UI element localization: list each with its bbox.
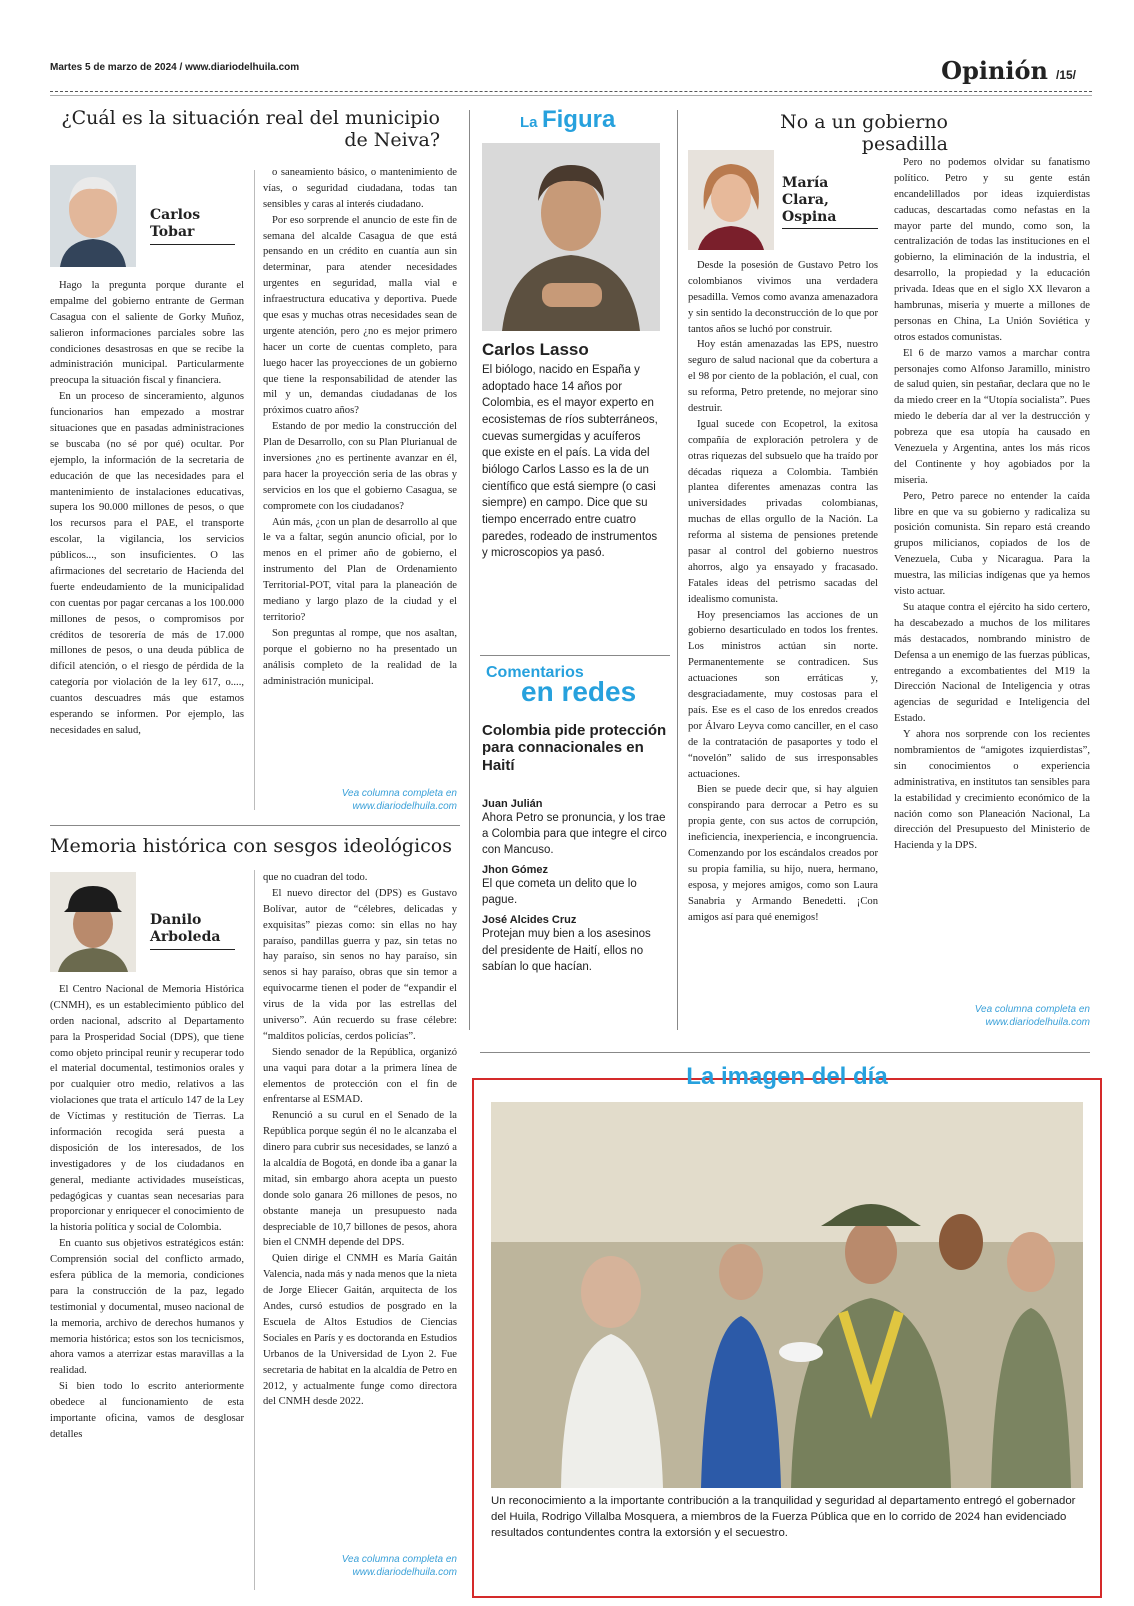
comentarios-label-small: Comentarios: [486, 664, 584, 681]
divider-right: [677, 110, 678, 1030]
portrait-icon: [688, 150, 774, 250]
figura-photo: [482, 143, 660, 331]
ceremony-photo-icon: [491, 1102, 1083, 1488]
paragraph: Estando de por medio la construcción del Plan de Desarrollo, con su Plan Plurianual de inversiones ¿no es pertinente avanzar en él, para hacer la proyección seria de las obras y servicios en los que el gobierno Casagua, se compromete con los ciudadanos?: [263, 421, 457, 512]
imagen-del-dia-title: La imagen del día: [686, 1063, 888, 1090]
page-number: /15/: [1055, 68, 1076, 82]
comment-item: [482, 798, 668, 858]
figura-label: [520, 106, 615, 134]
paragraph: Quien dirige el CNMH es María Gaitán Valencia, nada más y nada menos que la nieta de Jorge Eliecer Gaitán, arquitecta de los Andes, cursó estudios de posgrado en la Escuela de Altos Estudios de Ciencias Sociales en París y es doctoranda en Estudios Urbanos de la Universidad de Lyon 2. Fue secretaria de habitat en la alcaldía de Petro en 2012, y actualmente funge como directora del CNMH desde 2022.: [263, 1253, 457, 1408]
comment-author: Juan Julián: [482, 798, 543, 810]
article-3-author: María Clara, Ospina: [782, 175, 878, 229]
article-1-title: ¿Cuál es la situación real del municipio de Neiva?: [61, 107, 440, 151]
paragraph: En cuanto sus objetivos estratégicos están: Comprensión social del conflicto armado, esfera pública de la memoria, condiciones para la construcción de la paz, legado testimonial y documental, museo nacional de la memoria, archivo de derechos humanos y memoria histórica; estos son los tecnicismos, ahora vamos a aterrizar estas maravillas a la realidad.: [50, 1238, 244, 1377]
paragraph: o saneamiento básico, o mantenimiento de vías, o seguridad ciudadana, todas tan sensibles y caras al interés ciudadano.: [263, 167, 457, 210]
comentarios-label-big: en redes: [521, 676, 637, 707]
paragraph: Son preguntas al rompe, que nos asaltan, porque el gobierno no ha presentado un análisis completo de la realidad de la administración municipal.: [263, 627, 457, 687]
comment-author: Jhon Gómez: [482, 864, 549, 877]
article-2-col-1: [50, 982, 244, 1592]
header-rule-2: [50, 95, 1092, 96]
divider-imagen: [480, 1052, 1090, 1053]
comentarios-headline: Colombia pide protección para connacionales en Haití: [482, 722, 667, 774]
see-more-link[interactable]: www.diariodelhuila.com: [352, 1567, 457, 1578]
paragraph: Hoy están amenazadas las EPS, nuestro seguro de salud nacional que da cobertura a el 98 por ciento de la población, el cual, con su reforma, Petro pretende, no mejorar sino destruir.: [688, 339, 878, 415]
article-1-author: Carlos Tobar: [150, 207, 235, 245]
portrait-icon: [482, 143, 660, 331]
article-3-col-1: [688, 258, 878, 1028]
paragraph: El 6 de marzo vamos a marchar contra personajes como Alfonso Jaramillo, ministro de salud quien, sin pestañar, declara que no le da miedo creer en la “Utopía socialista”. Pues miedo le debería dar al ver la destrucción y pobreza que esa utopía ha causado en Venezuela y Argentina, antes los más ricos del Continente y hoy agobiados por la miseria.: [894, 347, 1090, 486]
imagen-del-dia-caption: Un reconocimiento a la importante contribución a la tranquilidad y seguridad al departamento entregó el gobernador del Huila, Rodrigo Villalba Mosquera, a miembros de la Fuerza Pública que en lo corrido de 2024 han evidenciado resultados contundentes contra la extorsión y el secuestro.: [491, 1495, 1076, 1539]
paragraph: Y ahora nos sorprende con los recientes nombramientos de “amigotes izquierdistas”, sin conocimientos o experiencia administrativa, en institutos tan sensibles para la estabilidad y crecimiento económico de la nación como son Planeación Nacional, La dirección del Presupuesto del Ministerio de Hacienda y la DPS.: [894, 729, 1090, 852]
paragraph: Si bien todo lo escrito anteriormente obedece al funcionamiento de esta importante oficina, vamos de desglosar detalles: [50, 1381, 244, 1440]
comment-item: [482, 914, 668, 974]
article-3-col-2: [894, 155, 1090, 997]
figura-name: Carlos Lasso: [482, 340, 589, 359]
paragraph: Renunció a su curul en el Senado de la República porque según él no le alcanzaba el dinero para cubrir sus necesidades, se lanzó a la alcaldía de Bogotá, en donde iba a ganar la mitad, sin embargo ahora acepta un puesto donde solo ganara 26 millones de pesos, no obstante maneja un presupuesto nada despreciable de 10,7 billones de pesos, ahora bien el CNMH depende del DPS.: [263, 1110, 457, 1249]
paragraph: Bien se puede decir que, si hay alguien conspirando para derrocar a Petro es su propia gente, con sus actos de corrupción, ineficiencia, inexperiencia, e incongruencia. Comenzando por los escándalos creados por su propia familia, su hijo, nuera, hermano, esposa, y mejores amigos, como son Laura Sanabria y Armando Benedetti. ¡Con amigos así para qué enemigos!: [688, 784, 878, 923]
comentarios-list: [482, 792, 668, 975]
comment-author: José Alcides Cruz: [482, 914, 577, 927]
paragraph: Su ataque contra el ejército ha sido certero, ha descabezado a muchos de los militares más destacados, nombrando ministro de Defensa a un enemigo de las fuerzas públicas, entregando a excombatientes del M19 la Dirección Nacional de Inteligencia y otras agencias de seguridad e Inteligencia del Estado.: [894, 601, 1090, 725]
divider-a1-a2: [50, 825, 460, 826]
portrait-icon: [50, 165, 136, 267]
see-more-label: Vea columna completa en: [341, 1554, 457, 1565]
article-2-author: Danilo Arboleda: [150, 912, 235, 950]
article-2-title: Memoria histórica con sesgos ideológicos: [50, 835, 452, 857]
paragraph: Hoy presenciamos las acciones de un gobierno desarticulado en todos los frentes. Los ministros actúan sin norte. Permanentemente se contradicen. Sus actuaciones son erráticas y, desgraciadamente, muy costosas para el país. Ese es el caso de los enredos creados por Álvaro Leyva como canciller, en el caso de la contratación de pasaportes y todo el “novelón” salido de sus irresponsables actuaciones.: [688, 609, 878, 780]
see-more-label: Vea columna completa en: [974, 1004, 1090, 1015]
paragraph: que no cuadran del todo.: [263, 872, 368, 883]
divider-a1: [254, 170, 255, 810]
comment-text: Protejan muy bien a los asesinos del presidente de Haití, ellos no sabían lo que hacían.: [482, 928, 651, 973]
article-1-col-2: [263, 165, 457, 785]
article-3-see-more[interactable]: [894, 1003, 1090, 1029]
article-1-see-more[interactable]: [263, 787, 457, 813]
see-more-label: Vea columna completa en: [341, 788, 457, 799]
divider-a2: [254, 870, 255, 1590]
paragraph: Por eso sorprende el anuncio de este fin de semana del alcalde Casagua de que está pensando en un crédito en cuantía aun sin determinar, para atender necesidades urgentes en seguridad, malla vial e infraestructura educativa y deportiva. Puede que esas y muchas otras necesidades sean de urgente atención, pero ¿no es mejor primero hacer un corte de cuentas completo, para luego hacer las proyecciones de un gobierno que tiene la responsabilidad de atender las mil y un, demandas ciudadanas de los próximos cuatro años?: [263, 214, 457, 417]
figura-text: El biólogo, nacido en España y adoptado hace 14 años por Colombia, es el mayor experto en ecosistemas de ríos subterráneos, cuevas sumergidas y acuíferos que existe en el país. La vida del biólogo Carlos Lasso es la de un científico que está siempre (o casi siempre) en campo. Dice que su tiempo encerrado entre cuatro paredes, rodeado de instrumentos y microscopios ya pasó.: [482, 364, 658, 560]
see-more-link[interactable]: www.diariodelhuila.com: [985, 1017, 1090, 1028]
comment-item: [482, 864, 668, 908]
paragraph: Pero no podemos olvidar su fanatismo político. Petro y su gente están encandelillados por ideas izquierdistas caducas, descartadas como nefastas en la mayor parte del mundo, como son, la centralización de todas las instituciones en el gobierno, la eliminación de la industria, el desarrollo, la propiedad y la educación privada. Ideas que en el siglo XX llevaron a hambrunas, miseria y muerte a millones de personas en China, La Unión Soviética y otros estados comunistas.: [894, 157, 1090, 343]
paragraph: Aún más, ¿con un plan de desarrollo al que le va a faltar, según anuncio oficial, por lo menos en el primer año de gobierno, el instrumento del Plan de Ordenamiento Territorial-POT, vital para la planeación de mediano y largo plazo de la ciudad y el territorio?: [263, 516, 457, 623]
paragraph: Desde la posesión de Gustavo Petro los colombianos vivimos una verdadera pesadilla. Vemos como avanza amenazadora y sin sentido la deconstrucción de lo que por tantos años se luchó por construir.: [688, 260, 878, 335]
divider-left: [469, 110, 470, 1030]
header-section-block: [941, 56, 1076, 85]
paragraph: Siendo senador de la República, organizó una vaqui para dotar a la primera línea de elementos de protección con el fin de enfrentarse al ESMAD.: [263, 1046, 457, 1106]
article-2-col-2: [263, 870, 457, 1550]
paragraph: El nuevo director del (DPS) es Gustavo Bolívar, autor de “célebres, delicadas y exquisitas” piezas como: sin ellas no hay paraíso, pandillas guerra y paz, sin tetas no hay paraíso, sin senos no hay paraíso, sin senos si hay paraíso, obras que sin temor a equivocarme tienen el poder de “expandir el virus de la vida por las estrellas del universo”. Aún recuerdo su frase célebre: “malditos policías, cerdos policías”.: [263, 887, 457, 1042]
article-2-see-more[interactable]: [263, 1553, 457, 1579]
header-rule: [50, 91, 1092, 92]
paragraph: Igual sucede con Ecopetrol, la exitosa compañía de exploración petrolera y de otras riquezas del subsuelo que ha traído por décadas riqueza a Colombia. También plantea diferentes amenazas contra las universidades privadas colombianas, muchas de ellas orgullo de la Nación. La reforma al sistema de pensiones pretende pasar al control del gobierno nuestros ahorros, algo ya ensayado y fracasado. Fatales ideas del petrismo sacadas del idealismo comunista.: [688, 418, 878, 605]
comment-text: El que cometa un delito que lo pague.: [482, 878, 637, 907]
article-1-col-1: [50, 278, 244, 798]
portrait-icon: [50, 872, 136, 972]
figura-label-big: Figura: [541, 106, 616, 133]
comment-text: Ahora Petro se pronuncia, y los trae a Colombia para que integre el circo con Mancuso.: [482, 812, 667, 857]
author-photo-danilo-arboleda: [50, 872, 136, 972]
paragraph: Pero, Petro parece no entender la caída libre en que va su gobierno y radicaliza su posición comunista. Sin reparo está creando grupos milicianos, copiados de los de Venezuela, Cuba y Nicaragua. Para la muestra, las milicias indígenas que ya hemos visto actuar.: [894, 490, 1090, 598]
header-date-url: Martes 5 de marzo de 2024 / www.diariodelhuila.com: [50, 62, 300, 73]
paragraph: El Centro Nacional de Memoria Histórica (CNMH), es un establecimiento público del orden nacional, adscrito al Departamento para la Prosperidad Social (DPS), que tiene como objeto principal reunir y recuperar todo el material documental, testimonios orales y por cualquier otro medio, relativos a las violaciones que trata el artículo 147 de la Ley de Víctimas y restitución de Tierras. La información recogida será puesta a disposición de los interesados, de los investigadores y de los ciudadanos en general, mediante actividades museísticas, pedagógicas y cuantas sean necesarias para proporcionar y enriquecer el conocimiento de la historia política y social de Colombia.: [50, 984, 244, 1234]
imagen-del-dia-photo: [491, 1102, 1083, 1488]
section-title: Opinión: [941, 56, 1048, 85]
see-more-link[interactable]: www.diariodelhuila.com: [352, 801, 457, 812]
paragraph: Hago la pregunta porque durante el empalme del gobierno entrante de German Casagua con el saliente de Gorky Muñoz, salieron informaciones parciales sobre las condiciones desastrosas en que se recibe la administración municipal. Particularmente preocupa la situación fiscal y financiera.: [50, 280, 244, 387]
figura-label-small: La: [520, 114, 538, 131]
author-photo-maria-clara-ospina: [688, 150, 774, 250]
article-3-title: No a un gobierno pesadilla: [780, 111, 948, 155]
divider-figura-comentarios: [480, 655, 670, 656]
author-photo-carlos-tobar: [50, 165, 136, 267]
paragraph: En un proceso de sinceramiento, algunos funcionarios han empezado a mostrar situaciones que en pasadas administraciones se buscaba (no sé por qué) ocultar. Por ejemplo, la información de la secretaria de educación de que las necesidades para el mantenimiento de instalaciones educativas, supera los 90.000 millones de pesos, o que los recursos para el PAE, el transporte escolar, la vigilancia, los servicios públicos..., son insuficientes. O las afirmaciones del secretario de Hacienda del fuerte endeudamiento de la municipalidad con cuentas por pagar cercanas a los 100.000 millones de pesos, o compromisos por créditos de tesorería de más de 17.000 millones de pesos, o una deuda pública de difícil atención, o el riesgo de pérdida de la categoría por violación de la ley 617, o...., cuantos descuadres más que estamos esperando se informen. Por ejemplo, las necesidades en salud,: [50, 391, 244, 736]
